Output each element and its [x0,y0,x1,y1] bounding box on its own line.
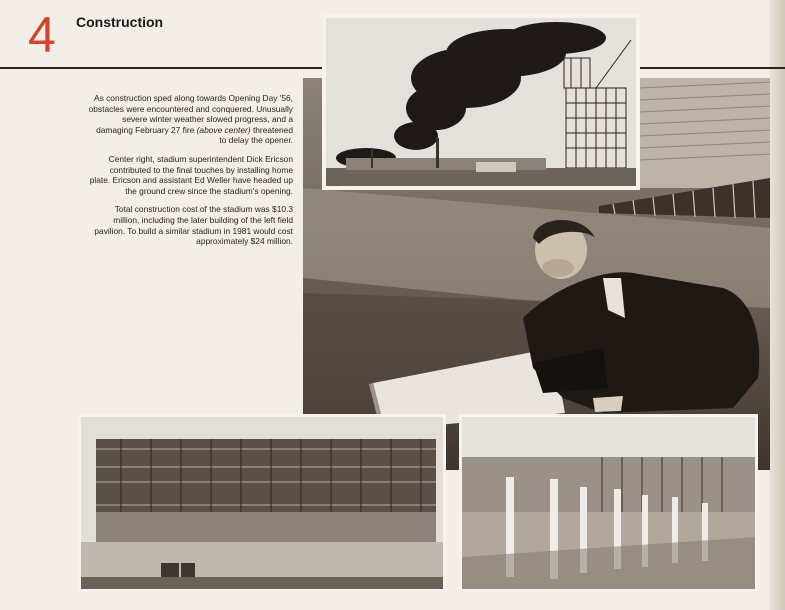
caption-text [88,93,293,255]
caption-paragraph-2: Center right, stadium superintendent Dick Ericson contributed to the final touches by installing home plate. Ericson and assistant Ed Weller have headed up the ground crew since the stadium's opening. [89,153,293,196]
photo-fire [322,14,640,190]
chapter-title: Construction [76,14,164,30]
header-rule-left [0,67,322,69]
chapter-number: 4 [28,7,56,63]
page-edge [769,0,785,610]
photo-pillars [459,414,758,592]
header-rule-right [640,67,785,69]
photo-stands [78,414,446,592]
caption-paragraph-3: Total construction cost of the stadium was $10.3 million, including the later building of the left field pavilion. To build a similar stadium in 1981 would cost approximately $24 million. [94,204,293,247]
caption-paragraph-1: As construction sped along towards Opening Day '56, obstacles were encountered and conquered. Unusually severe winter weather slowed progress, and a damaging February 27 fire (above center) threatened to delay the opener. [88,93,293,146]
